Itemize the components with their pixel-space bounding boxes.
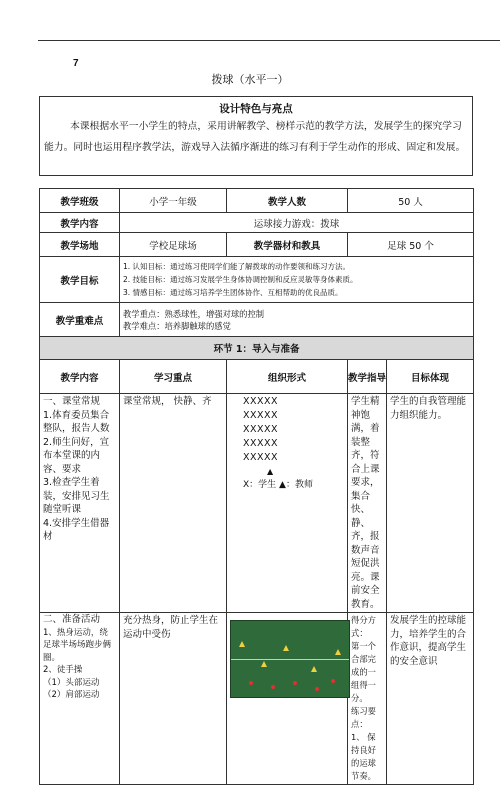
formation-legend: X：学生 ▲：教师 bbox=[243, 479, 313, 490]
row1-guidance: 学生精神饱满，着装整齐，符合上课要求，集合快、静、齐，报数声音短促洪亮。课前安全教育。 bbox=[348, 394, 387, 613]
student-row: XXXXX bbox=[243, 410, 279, 421]
goals-list bbox=[120, 257, 474, 303]
count-value: 50 人 bbox=[348, 189, 474, 213]
col-header-focus: 学习重点 bbox=[120, 360, 227, 394]
equipment-label: 教学器材和教具 bbox=[227, 233, 348, 257]
field-diagram bbox=[230, 620, 350, 698]
key-point: 教学重点：熟悉球性，增强对球的控制 bbox=[123, 308, 265, 319]
cone-icon bbox=[239, 641, 245, 647]
design-features-box bbox=[39, 96, 473, 176]
goals-label: 教学目标 bbox=[40, 257, 120, 303]
cone-icon bbox=[261, 661, 267, 667]
goal-item: 1. 认知目标：通过练习使同学们能了解拨球的动作要领和练习方法。 bbox=[123, 262, 351, 271]
design-features-title: 设计特色与亮点 bbox=[219, 103, 293, 115]
equipment-value: 足球 50 个 bbox=[348, 233, 474, 257]
document-title: 拨球（水平一） bbox=[211, 73, 289, 86]
row1-content: 一、课堂常规 1.体育委员集合整队，报告人数 2.师生问好，宣布本堂课的内容、要求 3.检查学生着装，安排见习生随堂听课 4.安排学生借器材 bbox=[40, 394, 120, 613]
student-row: XXXXX bbox=[243, 396, 279, 407]
student-row: XXXXX bbox=[243, 438, 279, 449]
goal-item: 3. 情感目标：通过练习培养学生团体协作、互相帮助的优良品质。 bbox=[123, 288, 343, 297]
content-label: 教学内容 bbox=[40, 213, 120, 233]
design-features-text: 本课根据水平一小学生的特点，采用讲解教学、榜样示范的教学方法，发展学生的探究学习能力。同时也运用程序教学法，游戏导入法循序渐进的练习有利于学生动作的形成、固定和发展。 bbox=[44, 121, 466, 153]
player-icon bbox=[249, 681, 253, 685]
student-row: XXXXX bbox=[243, 424, 279, 435]
class-value: 小学一年级 bbox=[120, 189, 227, 213]
lesson-plan-table bbox=[39, 188, 474, 785]
section-title: 环节 1：导入与准备 bbox=[40, 337, 474, 360]
content-value: 运球接力游戏：拨球 bbox=[120, 213, 474, 233]
row2-goal: 发展学生的控球能力，培养学生的合作意识，提高学生的安全意识 bbox=[387, 613, 474, 785]
top-rule bbox=[38, 40, 500, 41]
cone-icon bbox=[335, 649, 341, 655]
cone-icon bbox=[283, 645, 289, 651]
page-number: 7 bbox=[73, 58, 79, 69]
key-points-label: 教学重难点 bbox=[40, 303, 120, 337]
goal-item: 2. 技能目标：通过练习发展学生身体协调控制和反应灵敏等身体素质。 bbox=[123, 275, 358, 284]
row2-guidance: 得分方式： 第一个合部完成的一组得一分。 练习要点： 1、 保持良好的运球节奏。 bbox=[348, 613, 387, 785]
player-icon bbox=[331, 679, 335, 683]
player-icon bbox=[271, 685, 275, 689]
key-points bbox=[120, 303, 474, 337]
row2-content: 二、准备活动 1、热身运动，绕足球半场场跑步俩圈。 2、徒手操 （1）头部运动 （2）肩部运动 bbox=[40, 613, 120, 785]
field-midline bbox=[231, 659, 349, 660]
difficulty-point: 教学难点：培养脚触球的感觉 bbox=[123, 320, 231, 331]
row1-goal: 学生的自我管理能力组织能力。 bbox=[387, 394, 474, 613]
cone-icon bbox=[311, 666, 317, 672]
count-label: 教学人数 bbox=[227, 189, 348, 213]
venue-value: 学校足球场 bbox=[120, 233, 227, 257]
student-row: XXXXX bbox=[243, 452, 279, 463]
col-header-content: 教学内容 bbox=[40, 360, 120, 394]
class-label: 教学班级 bbox=[40, 189, 120, 213]
row2-formation bbox=[227, 613, 348, 785]
row1-focus: 课堂常规， 快静、齐 bbox=[120, 394, 227, 613]
player-icon bbox=[315, 687, 319, 691]
row2-focus: 充分热身，防止学生在运动中受伤 bbox=[120, 613, 227, 785]
player-icon bbox=[293, 681, 297, 685]
teacher-marker: ▲ bbox=[267, 467, 274, 476]
row1-formation bbox=[227, 394, 348, 613]
col-header-formation: 组织形式 bbox=[227, 360, 348, 394]
venue-label: 教学场地 bbox=[40, 233, 120, 257]
col-header-guidance: 教学指导 bbox=[348, 360, 387, 394]
col-header-goal: 目标体现 bbox=[387, 360, 474, 394]
